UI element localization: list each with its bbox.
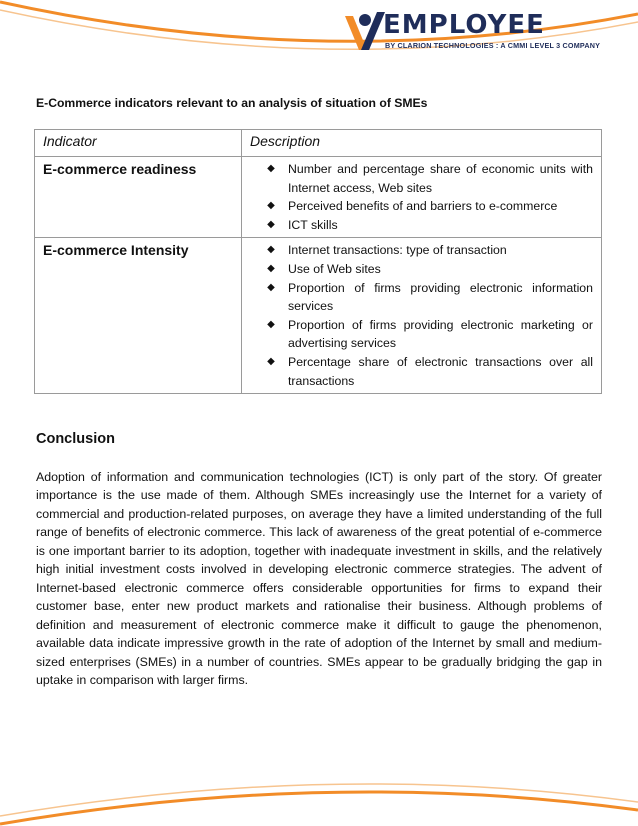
logo-v-icon <box>343 6 387 56</box>
diamond-bullet-icon: ◆ <box>267 318 275 330</box>
diamond-bullet-icon: ◆ <box>267 355 275 367</box>
diamond-bullet-icon: ◆ <box>267 262 275 274</box>
conclusion-paragraph: Adoption of information and communication technologies (ICT) is only part of the story. Of greater importance is the use made of them. Although SMEs increasingly use the Internet for a variety of commercial and production-related purposes, on average they have a limited understanding of the full range of benefits of electronic commerce. This lack of awareness of the great potential of e-commerce is one important barrier to its adoption, together with inadequate investment in skills, and the relatively high initial investment costs involved in developing electronic commerce strategies. The advent of Internet-based electronic commerce offers considerable opportunities for firms to expand their customer base, enter new product markets and rationalise their business. Although problems of definition and measurement of electronic commerce make it difficult to gauge the phenomenon, available data indicate impressive growth in the rate of adoption of the Internet by small and medium-sized enterprises (SMEs) in a number of countries. SMEs appear to be gradually bridging the gap in uptake in comparison with larger firms. <box>36 470 602 687</box>
header-description: Description <box>242 130 602 157</box>
diamond-bullet-icon: ◆ <box>267 218 275 230</box>
table-row <box>35 157 602 238</box>
list-item: ◆ Proportion of firms providing electronic marketing or advertising services <box>264 316 593 353</box>
diamond-bullet-icon: ◆ <box>267 200 275 212</box>
indicator-name: E-commerce readiness <box>35 157 242 238</box>
indicators-table <box>34 129 602 394</box>
list-item: ◆ Percentage share of electronic transactions over all transactions <box>264 353 593 390</box>
indicator-description <box>242 238 602 394</box>
list-item: ◆ Number and percentage share of economic units with Internet access, Web sites <box>264 160 593 197</box>
table-caption: E-Commerce indicators relevant to an analysis of situation of SMEs <box>36 96 428 110</box>
logo-wordmark: EMPLOYEE <box>383 10 545 40</box>
diamond-bullet-icon: ◆ <box>267 244 275 256</box>
list-item: ◆ ICT skills <box>264 216 593 235</box>
employee-logo <box>343 6 633 58</box>
diamond-bullet-icon: ◆ <box>267 281 275 293</box>
list-item: ◆ Perceived benefits of and barriers to e-commerce <box>264 197 593 216</box>
indicator-description <box>242 157 602 238</box>
indicator-name: E-commerce Intensity <box>35 238 242 394</box>
list-item: ◆ Use of Web sites <box>264 260 593 279</box>
description-list <box>264 160 593 234</box>
list-item: ◆ Proportion of firms providing electronic information services <box>264 279 593 316</box>
diamond-bullet-icon: ◆ <box>267 163 275 174</box>
description-list <box>264 241 593 390</box>
table-header-row <box>35 130 602 157</box>
list-item: ◆ Internet transactions: type of transaction <box>264 241 593 260</box>
logo-tagline: BY CLARION TECHNOLOGIES : A CMMI LEVEL 3 COMPANY <box>385 41 601 50</box>
conclusion-heading: Conclusion <box>36 431 115 447</box>
header-indicator: Indicator <box>35 130 242 157</box>
footer-arc-decoration <box>0 770 638 826</box>
table-row <box>35 238 602 394</box>
